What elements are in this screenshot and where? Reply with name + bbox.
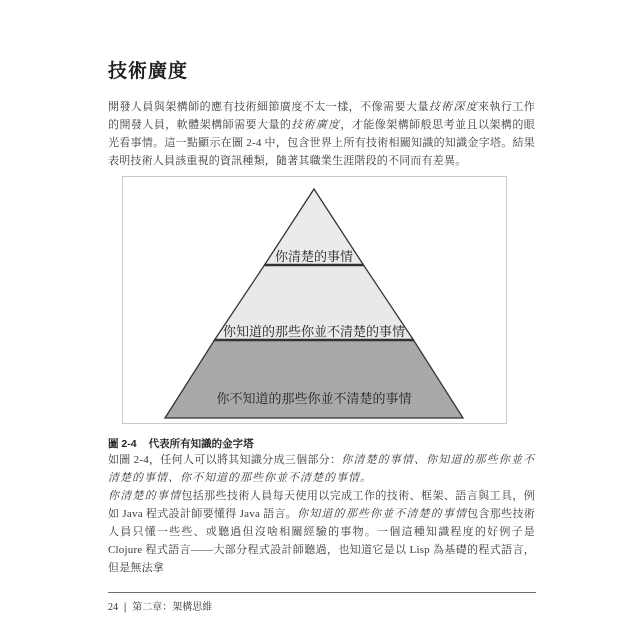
text-run: 來執行工作的開發人員，軟體架構師需要大量的 xyxy=(108,101,535,131)
chapter-title: 第二章：架構思維 xyxy=(132,602,213,613)
pyramid-top-label: 你清楚的事情 xyxy=(274,249,354,264)
page-number: 24 xyxy=(108,602,118,613)
emphasis-term: 你清楚的事情、你知道的那些你並不清楚的事情、你不知道的那些你並不清楚的事情。 xyxy=(108,454,536,484)
text-run: 如圖 2-4，任何人可以將其知識分成三個部分： xyxy=(108,454,342,466)
emphasis-term: 你知道的那些你並不清楚的事情 xyxy=(297,508,468,520)
intro-paragraph xyxy=(108,98,535,170)
emphasis-term: 你清楚的事情 xyxy=(108,490,182,502)
pyramid-bottom-section xyxy=(165,340,463,418)
emphasis-term: 技術深度 xyxy=(428,101,478,113)
emphasis-term: 技術廣度 xyxy=(291,119,341,131)
page-content xyxy=(108,56,535,577)
text-run: 包括那些技術人員每天使用以完成工作的技術、框架、語言與工具，例如 Java 程式設計師要懂得 Java 語言。 xyxy=(108,490,536,520)
pyramid-bottom-label: 你不知道的那些你並不清楚的事情 xyxy=(216,391,412,406)
paragraph-knowledge-detail xyxy=(108,487,535,577)
text-run: ，才能像架構師般思考並且以架構的眼光看事情。這一點顯示在圖 2-4 中，包含世界上所有技術相關知識的知識金字塔。結果表明技術人員該重視的資訊種類，隨著其職業生涯階段的不同而有差異。 xyxy=(108,119,535,167)
text-run: 包含那些技術人員只懂一些些、或聽過但沒啥相關經驗的事物。一個這種知識程度的好例子是 Clojure 程式語言——大部分程式設計師聽過，也知道它是以 Lisp 為基礎的程式語言，但是無法拿 xyxy=(108,508,536,574)
pyramid-diagram xyxy=(123,177,506,423)
section-title: 技術廣度 xyxy=(108,61,189,82)
paragraph-figure-summary xyxy=(108,451,535,487)
figure-caption-label: 圖 2-4 xyxy=(108,438,137,450)
footer-separator: | xyxy=(124,602,127,613)
figure-caption-text: 代表所有知識的金字塔 xyxy=(148,438,254,450)
pyramid-middle-label: 你知道的那些你並不清楚的事情 xyxy=(222,324,406,339)
figure-caption xyxy=(108,436,535,451)
page-footer xyxy=(108,592,536,613)
figure-2-4-knowledge-pyramid xyxy=(122,176,507,424)
text-run: 開發人員與架構師的應有技術細節廣度不太一樣，不像需要大量 xyxy=(108,101,429,113)
